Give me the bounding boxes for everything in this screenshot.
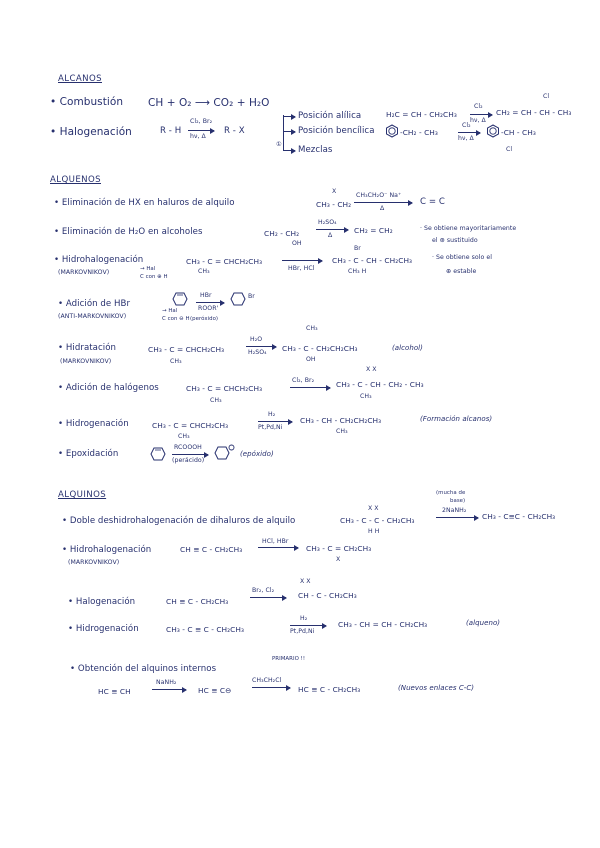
e3-aside: → Hal bbox=[140, 266, 156, 272]
a5-arrow-2 bbox=[252, 687, 290, 688]
a1-cond-top: 2NaNH₂ bbox=[442, 507, 467, 514]
section-title-alquenos: ALQUENOS bbox=[50, 175, 101, 185]
e3-note-2: ⊕ estable bbox=[446, 268, 477, 275]
a1-arrow bbox=[436, 517, 478, 518]
e8-cond-bot: (perácido) bbox=[172, 457, 205, 464]
e7-product: CH₃ - CH - CH₂CH₂CH₃ bbox=[300, 416, 382, 425]
e3-cond-bot: HBr, HCl bbox=[288, 265, 315, 272]
benzylic-reactant: -CH₂ - CH₃ bbox=[400, 128, 438, 137]
e5-product-top: CH₃ bbox=[306, 325, 318, 332]
benzylic-cond-bot: hν, Δ bbox=[458, 135, 474, 142]
e7-arrow bbox=[258, 421, 292, 422]
e6-arrow bbox=[290, 387, 330, 388]
e6-cond-top: Cl₂, Br₂ bbox=[292, 377, 315, 384]
allylic-reactant: H₂C = CH - CH₂CH₃ bbox=[386, 110, 457, 119]
a5-label: • Obtención del alquinos internos bbox=[70, 664, 217, 674]
e1-substituent: X bbox=[332, 188, 337, 195]
e1-label: • Eliminación de HX en haluros de alquilo bbox=[54, 198, 235, 208]
branch-arrow-3 bbox=[283, 150, 295, 151]
e2-note-1: · Se obtiene mayoritariamente bbox=[420, 225, 517, 232]
e1-reactant: CH₃ - CH₂ bbox=[316, 200, 352, 209]
a1-product: CH₃ - C≡C - CH₂CH₃ bbox=[482, 512, 556, 521]
e8-arrow bbox=[172, 454, 208, 455]
halogenacion-product: R - X bbox=[224, 126, 245, 136]
branch-line bbox=[283, 115, 284, 151]
a1-cond-note-1: (mucha de bbox=[436, 490, 466, 496]
e3-sub-label: (MARKOVNIKOV) bbox=[58, 269, 110, 276]
branch-prefix: ① bbox=[276, 141, 282, 148]
e2-label: • Eliminación de H₂O en alcoholes bbox=[54, 227, 203, 237]
a2-reactant: CH ≡ C - CH₂CH₃ bbox=[180, 545, 243, 554]
e7-cond-top: H₂ bbox=[268, 411, 276, 418]
e5-note: (alcohol) bbox=[392, 344, 423, 352]
e6-reactant-sub: CH₃ bbox=[210, 397, 222, 404]
a5-intermediate: HC ≡ C⊖ bbox=[198, 686, 232, 695]
a4-arrow bbox=[290, 625, 326, 626]
e3-reactant-sub: CH₃ bbox=[198, 268, 210, 275]
a5-note-top: PRIMARIO !! bbox=[272, 656, 306, 662]
a1-reactant: CH₃ - C - C - CH₂CH₃ bbox=[340, 516, 415, 525]
e6-label: • Adición de halógenos bbox=[58, 383, 159, 393]
e2-arrow bbox=[316, 229, 348, 230]
e7-reactant-sub: CH₃ bbox=[178, 433, 190, 440]
allylic-arrow bbox=[470, 114, 492, 115]
a3-product: CH - C - CH₂CH₃ bbox=[298, 591, 357, 600]
e3-product: CH₃ - C - CH - CH₂CH₃ bbox=[332, 256, 413, 265]
bromocyclohexane-icon bbox=[230, 292, 246, 306]
e2-note-2: el ⊛ sustituido bbox=[432, 237, 478, 244]
a3-arrow bbox=[250, 597, 286, 598]
branch-arrow-1 bbox=[283, 116, 295, 117]
e4-cond-bot: ROOR' bbox=[198, 305, 219, 312]
a2-arrow bbox=[258, 547, 298, 548]
a3-label: • Halogenación bbox=[68, 597, 136, 607]
halogenacion-cond-bot: hν, Δ bbox=[190, 133, 206, 140]
e6-product-top: X X bbox=[366, 366, 377, 373]
a5-cond2-top: CH₃CH₂Cl bbox=[252, 677, 282, 684]
allylic-product: CH₂ = CH - CH - CH₃ bbox=[496, 108, 572, 117]
e2-reactant: CH₂ - CH₂ bbox=[264, 229, 300, 238]
e2-cond-bot: Δ bbox=[328, 232, 333, 239]
a2-sub-label: (MARKOVNIKOV) bbox=[68, 559, 120, 566]
halogenacion-reactant: R - H bbox=[160, 126, 182, 136]
a4-cond-top: H₂ bbox=[300, 615, 308, 622]
e4-label: • Adición de HBr bbox=[58, 299, 131, 309]
e4-cond-note: (peróxido) bbox=[190, 316, 219, 322]
a1-reactant-top: X X bbox=[368, 505, 379, 512]
benzylic-product: -CH - CH₃ bbox=[501, 128, 536, 137]
branch-mezclas: Mezclas bbox=[298, 145, 333, 155]
benzene-ring-icon bbox=[486, 124, 500, 138]
e8-note: (epóxido) bbox=[240, 450, 274, 458]
e6-product: CH₃ - C - CH - CH₂ - CH₃ bbox=[336, 380, 424, 389]
e5-product-bot: OH bbox=[306, 356, 316, 363]
branch-posicion-bencilica: Posición bencílica bbox=[298, 126, 375, 136]
e4-product-sub: Br bbox=[248, 293, 255, 300]
a3-cond-top: Br₂, Cl₂ bbox=[252, 587, 275, 594]
epoxide-icon bbox=[214, 444, 236, 460]
a3-product-top: X X bbox=[300, 578, 311, 585]
a4-reactant: CH₃ - C ≡ C - CH₂CH₃ bbox=[166, 625, 244, 634]
benzylic-substituent: Cl bbox=[506, 146, 513, 153]
a1-reactant-bot: H H bbox=[368, 528, 380, 535]
a2-label: • Hidrohalogenación bbox=[62, 545, 152, 555]
section-title-alquinos: ALQUINOS bbox=[58, 490, 107, 500]
a1-cond-note-2: base) bbox=[450, 498, 466, 504]
allylic-cond-bot: hν, Δ bbox=[470, 117, 486, 124]
a2-product: CH₃ - C = CH₂CH₃ bbox=[306, 544, 372, 553]
e5-reactant-sub: CH₃ bbox=[170, 358, 182, 365]
e2-cond-top: H₂SO₄ bbox=[318, 219, 337, 226]
a3-reactant: CH ≡ C - CH₂CH₃ bbox=[166, 597, 229, 606]
e7-cond-bot: Pt,Pd,Ni bbox=[258, 424, 283, 431]
combustion-equation: CH + O₂ ⟶ CO₂ + H₂O bbox=[148, 97, 270, 109]
e7-note: (Formación alcanos) bbox=[420, 415, 493, 423]
a5-product: HC ≡ C - CH₂CH₃ bbox=[298, 685, 361, 694]
e8-cond-top: RCOOOH bbox=[174, 444, 202, 451]
e4-aside: → Hal bbox=[162, 308, 178, 314]
e5-cond-bot: H₂SO₄ bbox=[248, 349, 267, 356]
e3-reactant: CH₃ - C = CHCH₂CH₃ bbox=[186, 257, 263, 266]
e8-label: • Epoxidación bbox=[58, 449, 119, 459]
e3-product-top: Br bbox=[354, 245, 361, 252]
branch-arrow-2 bbox=[283, 131, 295, 132]
a4-cond-bot: Pt,Pd,Ni bbox=[290, 628, 315, 635]
e4-sub-label: (ANTI-MARKOVNIKOV) bbox=[58, 313, 127, 320]
e5-cond-top: H₂O bbox=[250, 336, 263, 343]
e7-label: • Hidrogenación bbox=[58, 419, 129, 429]
halogenacion-arrow bbox=[188, 130, 214, 131]
e1-cond-top: CH₃CH₂O⁻ Na⁺ bbox=[356, 192, 402, 199]
e6-product-bot: CH₃ bbox=[360, 393, 372, 400]
e5-product: CH₃ - C - CH₂CH₂CH₃ bbox=[282, 344, 358, 353]
e1-arrow bbox=[354, 202, 412, 203]
a2-product-bot: X bbox=[336, 556, 341, 563]
cyclohexene-icon bbox=[150, 447, 166, 461]
allylic-substituent: Cl bbox=[543, 93, 550, 100]
e5-sub-label: (MARKOVNIKOV) bbox=[60, 358, 112, 365]
a5-cond1-top: NaNH₂ bbox=[156, 679, 177, 686]
e2-substituent: OH bbox=[292, 240, 302, 247]
e5-label: • Hidratación bbox=[58, 343, 117, 353]
item-combustion-label: • Combustión bbox=[50, 96, 124, 108]
halogenacion-cond-top: Cl₂, Br₂ bbox=[190, 118, 213, 125]
a5-note: (Nuevos enlaces C-C) bbox=[398, 684, 475, 692]
e4-aside-2: C con ⊖ H bbox=[162, 316, 190, 322]
cyclohexene-icon bbox=[172, 292, 188, 306]
e6-reactant: CH₃ - C = CHCH₂CH₃ bbox=[186, 384, 263, 393]
a1-label: • Doble deshidrohalogenación de dihaluros de alquilo bbox=[62, 516, 296, 526]
e3-note-1: · Se obtiene solo el bbox=[432, 254, 493, 261]
e3-aside-2: C con ⊕ H bbox=[140, 274, 168, 280]
e3-label: • Hidrohalogenación bbox=[54, 255, 144, 265]
e7-reactant: CH₃ - C = CHCH₂CH₃ bbox=[152, 421, 229, 430]
e7-product-bot: CH₃ bbox=[336, 428, 348, 435]
benzylic-arrow bbox=[458, 132, 480, 133]
a2-cond-top: HCl, HBr bbox=[262, 538, 289, 545]
benzylic-cond-top: Cl₂ bbox=[462, 122, 471, 129]
a5-arrow-1 bbox=[152, 689, 186, 690]
section-title-alcanos: ALCANOS bbox=[58, 74, 102, 84]
e3-product-bot: CH₃ H bbox=[348, 268, 367, 275]
benzene-ring-icon bbox=[385, 124, 399, 138]
e1-product: C = C bbox=[420, 197, 445, 207]
e4-arrow bbox=[196, 302, 224, 303]
a5-reactant: HC ≡ CH bbox=[98, 687, 131, 696]
e1-cond-bot: Δ bbox=[380, 205, 385, 212]
item-halogenacion-label: • Halogenación bbox=[50, 126, 132, 138]
e4-cond-top: HBr bbox=[200, 292, 212, 299]
e2-product: CH₂ = CH₂ bbox=[354, 226, 393, 235]
allylic-cond-top: Cl₂ bbox=[474, 103, 483, 110]
e3-arrow bbox=[282, 260, 322, 261]
e5-arrow bbox=[246, 346, 276, 347]
a4-label: • Hidrogenación bbox=[68, 624, 139, 634]
a4-product: CH₃ - CH = CH - CH₂CH₃ bbox=[338, 620, 428, 629]
a4-note: (alqueno) bbox=[466, 619, 501, 627]
e5-reactant: CH₃ - C = CHCH₂CH₃ bbox=[148, 345, 225, 354]
branch-posicion-alilica: Posición alílica bbox=[298, 111, 362, 121]
